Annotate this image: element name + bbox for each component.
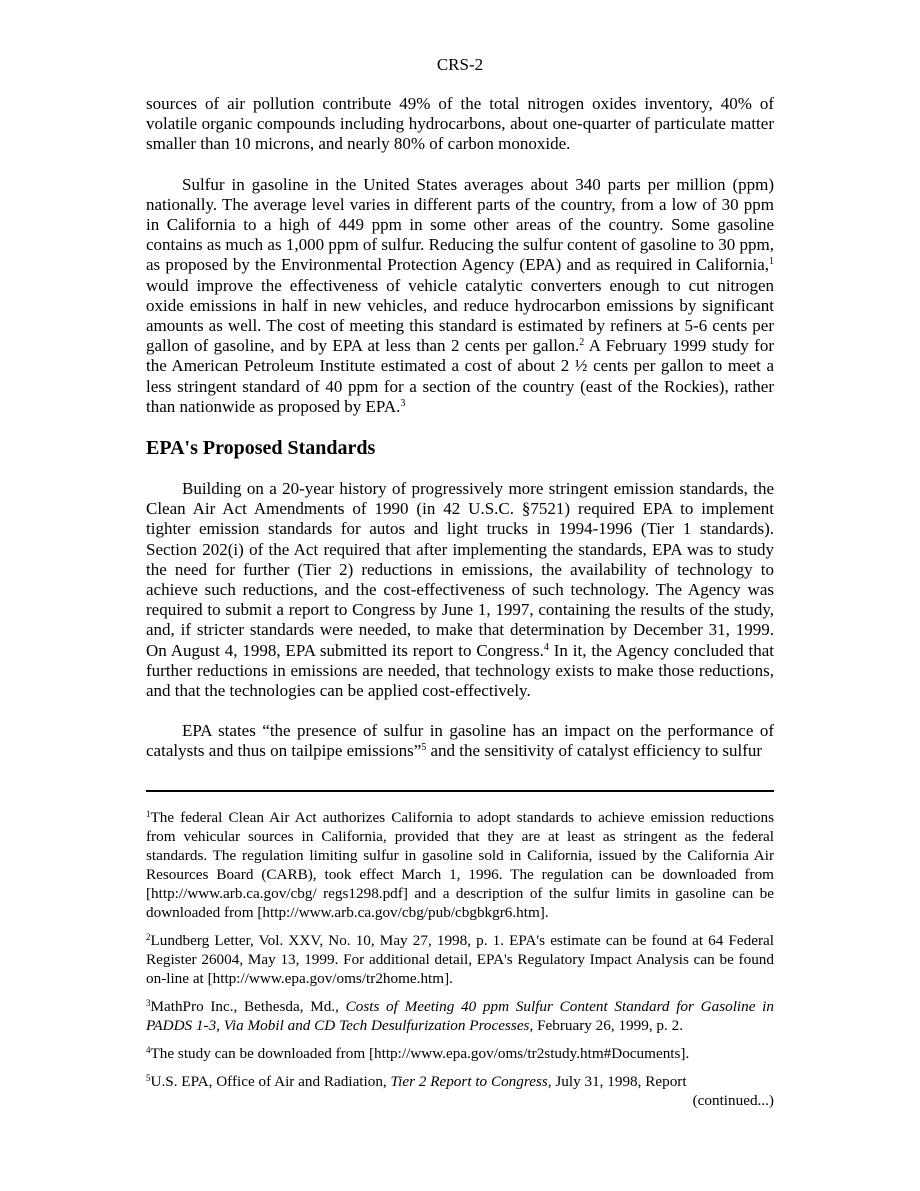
- paragraph-text: In it, the Agency concluded that further reductions in emissions are needed, that technology exists to make those reductions, and that the technologies can be applied cost-effectively.: [146, 640, 774, 701]
- footnote-ref-4[interactable]: 4: [543, 641, 549, 653]
- footnotes: [146, 808, 774, 1119]
- footnote-ref-5[interactable]: 5: [421, 742, 427, 754]
- paragraph-text: A February 1999 study for the American Petroleum Institute estimated a cost of about 2 ½ cents per gallon to meet a less stringent standard of 40 ppm for a section of the country (east of the Rockies), rather than nationwide as proposed by EPA.: [146, 336, 774, 416]
- footnote-ref-1[interactable]: 1: [769, 256, 774, 268]
- continued-note: (continued...): [692, 1092, 774, 1109]
- footnote-marker: 1: [146, 809, 151, 819]
- footnote-ref-3[interactable]: 3: [400, 397, 406, 409]
- footnote-text: , February 26, 1999, p. 2.: [529, 1017, 684, 1034]
- footnote-divider: [146, 790, 774, 792]
- paragraph-text: sources of air pollution contribute 49% of the total nitrogen oxides inventory, 40% of volatile organic compounds including hydrocarbons, about one-quarter of particulate matter smaller than 10 microns, and nearly 80% of carbon monoxide.: [146, 94, 774, 154]
- footnote-title: Costs of Meeting 40 ppm Sulfur Content Standard for Gasoline in PADDS 1-3, Via Mobil and CD Tech Desulfurization Processes: [146, 998, 774, 1034]
- footnote-marker: 5: [146, 1073, 151, 1083]
- footnote-text: U.S. EPA, Office of Air and Radiation,: [150, 1073, 391, 1090]
- footnote-marker: 2: [146, 932, 151, 942]
- paragraph-text: Sulfur in gasoline in the United States averages about 340 parts per million (ppm) nationally. The average level varies in different parts of the country, from a low of 30 ppm in California to a high of 449 ppm in some other areas of the country. Some gasoline contains as much as 1,000 ppm of sulfur. Reducing the sulfur content of gasoline to 30 ppm, as proposed by the Environmental Protection Agency (EPA) and as required in California,: [146, 174, 774, 275]
- page-number: CRS-2: [436, 55, 484, 74]
- footnote-title: Tier 2 Report to Congress: [390, 1073, 548, 1090]
- footnote-2: [146, 931, 774, 988]
- paragraph-emission-standards: [146, 479, 774, 701]
- footnote-text: The study can be downloaded from [http://www.epa.gov/oms/tr2study.htm#Documents].: [150, 1045, 690, 1062]
- footnote-ref-2[interactable]: 2: [579, 337, 585, 349]
- footnote-3: [146, 997, 774, 1035]
- footnote-text: The federal Clean Air Act authorizes California to adopt standards to achieve emission reductions from vehicular sources in California, provided that they are at least as stringent as the federal standards. The regulation limiting sulfur in gasoline sold in California, issued by the California Air Resources Board (CARB), took effect March 1, 1996. The regulation can be downloaded from [http://www.arb.ca.gov/cbg/ regs1298.pdf] and a description of the sulfur limits in gasoline can be downloaded from [http://www.arb.ca.gov/cbg/pub/cbgbkgr6.htm].: [146, 809, 774, 921]
- section-heading: EPA's Proposed Standards: [146, 437, 376, 460]
- paragraph-text: Building on a 20-year history of progressively more stringent emission standards, the Clean Air Act Amendments of 1990 (in 42 U.S.C. §7521) required EPA to implement tighter emission standards for autos and light trucks in 1994-1996 (Tier 1 standards). Section 202(i) of the Act required that after implementing the standards, EPA was to study the need for further (Tier 2) reductions in emissions, the availability of technology to achieve such reductions, and the cost-effectiveness of such technology. The Agency was required to submit a report to Congress by June 1, 1997, containing the results of the study, and, if stricter standards were needed, to make that determination by December 31, 1999. On August 4, 1998, EPA submitted its report to Congress.: [146, 479, 774, 660]
- footnote-4: [146, 1044, 774, 1063]
- paragraph-text: EPA states “the presence of sulfur in gasoline has an impact on the performance of catalysts and thus on tailpipe emissions”: [146, 721, 774, 761]
- paragraph-text: would improve the effectiveness of vehicle catalytic converters enough to cut nitrogen oxide emissions in half in new vehicles, and reduce hydrocarbon emissions by significant amounts as well. The cost of meeting this standard is estimated by refiners at 5-6 cents per gallon of gasoline, and by EPA at less than 2 cents per gallon.: [146, 275, 774, 356]
- footnote-text: MathPro Inc., Bethesda, Md.,: [150, 998, 346, 1015]
- paragraph-epa-states: [146, 721, 774, 761]
- footnote-marker: 3: [146, 998, 151, 1008]
- footnote-5: [146, 1072, 774, 1110]
- footnote-1: [146, 808, 774, 922]
- paragraph-text: and the sensitivity of catalyst efficiency to sulfur: [426, 741, 763, 761]
- body-text: [146, 94, 774, 762]
- footnote-text: Lundberg Letter, Vol. XXV, No. 10, May 27, 1998, p. 1. EPA's estimate can be found at 64 Federal Register 26004, May 13, 1999. For additional detail, EPA's Regulatory Impact Analysis can be found on-line at [http://www.epa.gov/oms/tr2home.htm].: [146, 932, 774, 987]
- footnote-marker: 4: [146, 1045, 151, 1055]
- footnote-text: , July 31, 1998, Report: [547, 1073, 687, 1090]
- paragraph-air-pollution: [146, 94, 774, 155]
- paragraph-sulfur-in-gasoline: [146, 175, 774, 417]
